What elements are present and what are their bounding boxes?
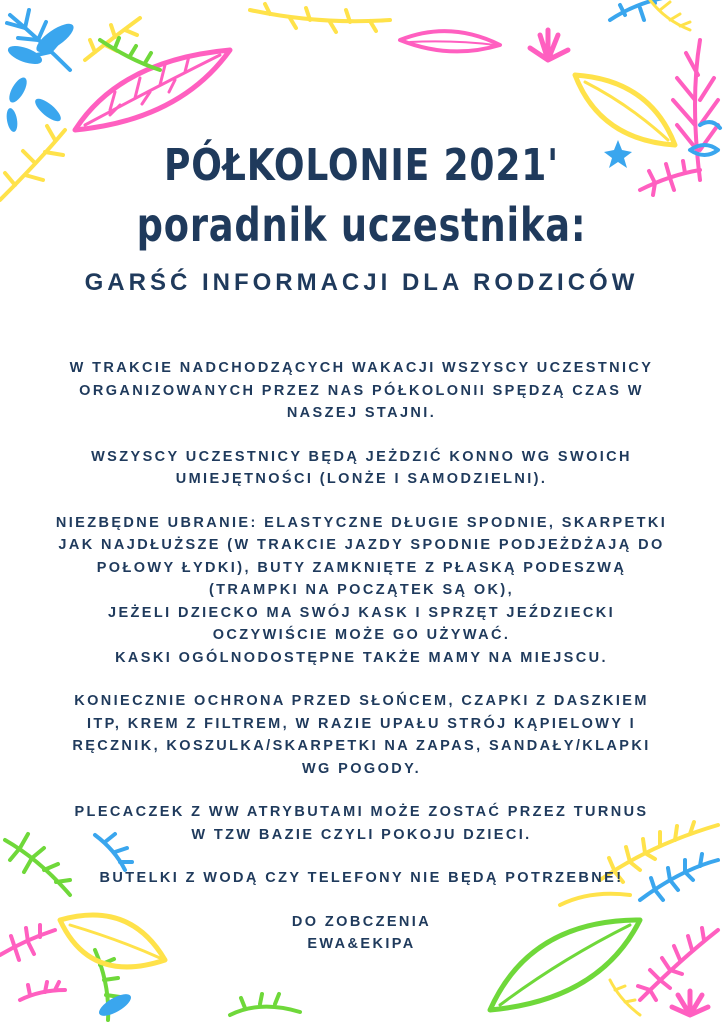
paragraph-signoff <box>30 911 693 956</box>
text-line: OCZYWIŚCIE MOŻE GO UŻYWAĆ. <box>212 627 511 643</box>
paragraph-sun-protection <box>30 690 693 780</box>
info-body <box>30 357 693 977</box>
paragraph-bottles <box>30 867 693 890</box>
green-fern-icon <box>100 38 160 70</box>
text-line: POŁOWY ŁYDKI), BUTY ZAMKNIĘTE Z PŁASKĄ PODESZWĄ <box>96 559 627 576</box>
signature: EWA&EKIPA <box>307 936 416 952</box>
text-line: W TZW BAZIE CZYLI POKOJU DZIECI. <box>191 826 532 843</box>
pink-flower-icon <box>530 30 568 60</box>
blue-fern-right-icon <box>610 0 720 155</box>
text-line: ORGANIZOWANYCH PRZEZ NAS PÓŁKOLONII SPĘDZĄ CZAS W <box>79 382 644 399</box>
paragraph-stay <box>30 357 693 425</box>
text-line: KONIECZNIE OCHRONA PRZED SŁOŃCEM, CZAPKI Z DASZKIEM <box>74 693 649 709</box>
text-line: WG POGODY. <box>301 760 422 777</box>
text-line: RĘCZNIK, KOSZULKA/SKARPETKI NA ZAPAS, SANDAŁY/KLAPKI <box>72 738 651 754</box>
text-line: ITP, KREM Z FILTREM, W RAZIE UPAŁU STRÓJ KĄPIELOWY I <box>86 715 637 732</box>
pink-leaf-icon <box>75 50 230 130</box>
text-line: NASZEJ STAJNI. <box>286 405 437 421</box>
blue-leaf-bottom-icon <box>96 990 134 1020</box>
text-line: WSZYSCY UCZESTNICY BĘDĄ JEŻDZIĆ KONNO WG SWOICH <box>91 448 632 465</box>
yellow-sprig-icon <box>250 4 390 32</box>
text-line: UMIEJĘTNOŚCI (LONŻE I SAMODZIELNI). <box>175 471 548 487</box>
text-line: JEŻELI DZIECKO MA SWÓJ KASK I SPRZĘT JEŹDZIECKI <box>107 604 616 621</box>
text-line: DO ZOBCZENIA <box>291 913 432 930</box>
blue-leaves-icon <box>5 19 78 133</box>
text-line: NIEZBĘDNE UBRANIE: ELASTYCZNE DŁUGIE SPODNIE, SKARPETKI <box>55 514 668 531</box>
text-line: PLECACZEK Z WW ATRYBUTAMI MOŻE ZOSTAĆ PRZEZ TURNUS <box>74 804 649 820</box>
yellow-sprig-right-icon <box>650 0 690 30</box>
paragraph-backpack <box>30 801 693 846</box>
page-subtitle-script: poradnik uczestnika: <box>136 198 587 252</box>
section-heading: GARŚĆ INFORMACJI DLA RODZICÓW <box>84 269 639 296</box>
yellow-sprig-bottom-right-icon <box>610 980 640 1015</box>
pink-flower-bottom-right-icon <box>672 991 708 1015</box>
green-sprig-bottom-icon <box>230 994 300 1015</box>
blue-fern-icon <box>7 10 70 70</box>
paragraph-riding <box>30 446 693 491</box>
text-line: (TRAMPKI NA POCZĄTEK SĄ OK), <box>208 582 515 598</box>
text-line: KASKI OGÓLNODOSTĘPNE TAKŻE MAMY NA MIEJSCU. <box>115 649 608 666</box>
page-title: PÓŁKOLONIE 2021' <box>163 140 560 191</box>
paragraph-clothing <box>30 512 693 670</box>
yellow-leaf-right-icon <box>575 75 675 145</box>
pink-leaf-top-icon <box>400 31 500 51</box>
text-line: W TRAKCIE NADCHODZĄCYCH WAKACJI WSZYSCY UCZESTNICY <box>69 360 654 376</box>
text-line: BUTELKI Z WODĄ CZY TELEFONY NIE BĘDĄ POTRZEBNE! <box>99 870 624 886</box>
text-line: JAK NAJDŁUŻSZE (W TRAKCIE JAZDY SPODNIE PODJEŻDŻAJĄ DO <box>58 537 665 553</box>
